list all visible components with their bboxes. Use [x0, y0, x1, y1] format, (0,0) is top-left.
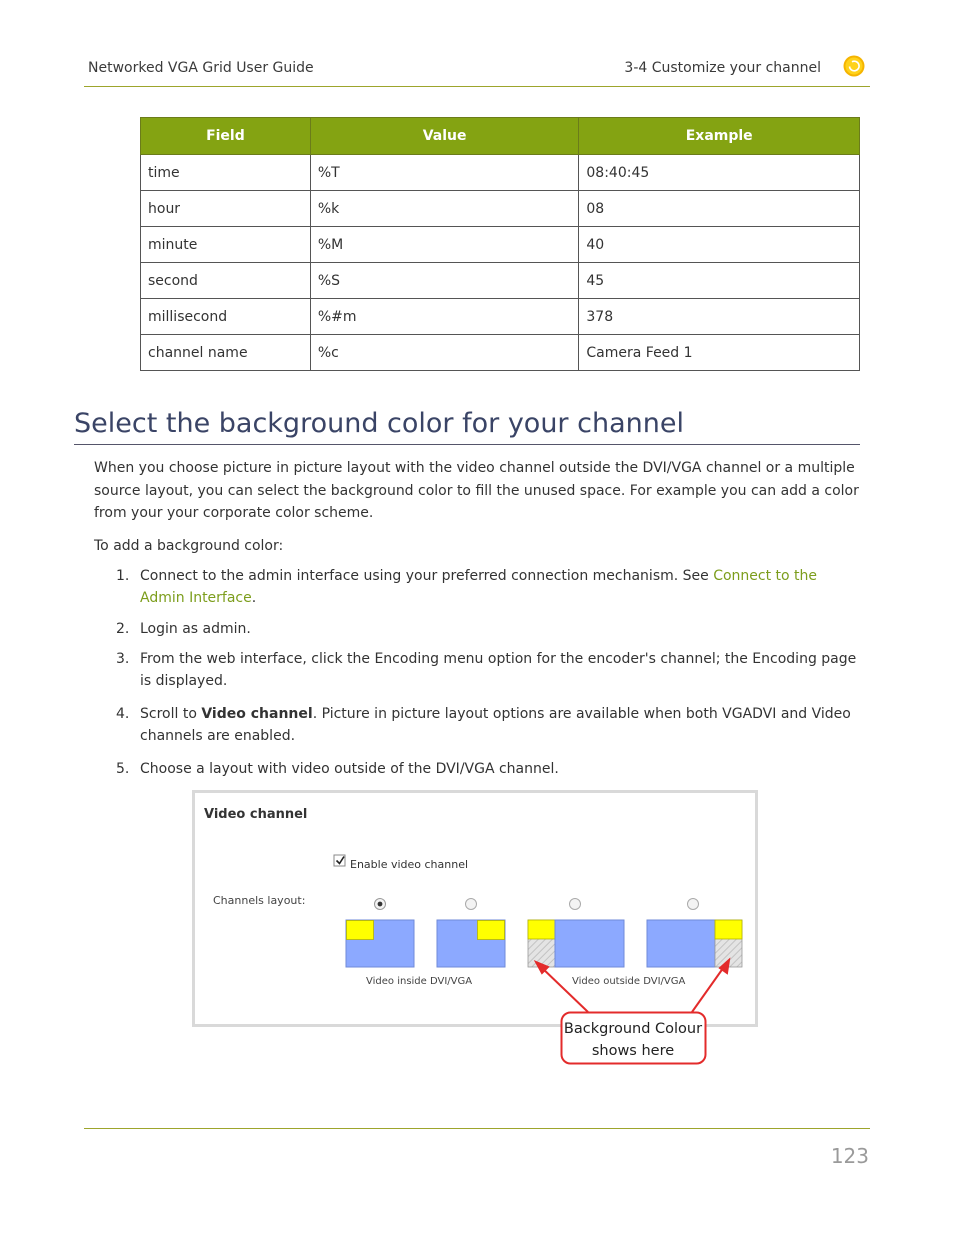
footer-rule — [84, 1128, 870, 1129]
group-label-inside: Video inside DVI/VGA — [366, 976, 473, 987]
table-cell: %M — [310, 227, 579, 263]
enable-video-label: Enable video channel — [350, 858, 469, 871]
step-number: 2. — [116, 621, 130, 637]
step-text: . — [251, 590, 257, 606]
table-cell: 45 — [579, 263, 860, 299]
background-colour-callout — [562, 1013, 706, 1064]
table-cell: second — [141, 263, 311, 299]
table-cell: %#m — [310, 299, 579, 335]
column-header-value: Value — [310, 118, 579, 155]
step-text: Choose a layout with video outside of the DVI/VGA channel. — [140, 761, 559, 777]
video-channel-emphasis: Video channel — [201, 706, 313, 722]
table-cell: %c — [310, 335, 579, 371]
step-number: 4. — [116, 706, 130, 722]
step-4 — [116, 703, 866, 747]
step-5 — [116, 758, 866, 780]
field-table — [140, 117, 860, 371]
header-rule — [84, 86, 870, 87]
step-text: From the web interface, click the Encoding menu option for the encoder's channel; the Encoding page is displayed. — [140, 651, 857, 689]
connect-admin-link[interactable]: Connect to the Admin Interface — [140, 568, 818, 606]
table-row — [141, 299, 860, 335]
enable-video-checkbox[interactable] — [334, 855, 345, 866]
table-row — [141, 263, 860, 299]
layout-thumbnail-1[interactable] — [346, 920, 414, 967]
panel-title: Video channel — [204, 807, 308, 822]
table-cell: time — [141, 155, 311, 191]
step-2 — [116, 618, 866, 640]
step-3 — [116, 648, 866, 692]
step-text: . Picture in picture layout options are available when both VGADVI and Video channels are enabled. — [140, 706, 851, 744]
section-heading: Select the background color for your channel — [74, 408, 684, 439]
table-cell: minute — [141, 227, 311, 263]
table-cell: %k — [310, 191, 579, 227]
table-cell: 08 — [579, 191, 860, 227]
step-number: 1. — [116, 568, 130, 584]
table-row — [141, 227, 860, 263]
table-cell: %S — [310, 263, 579, 299]
chapter-title: 3-4 Customize your channel — [624, 60, 821, 76]
layout-radio-2[interactable] — [466, 899, 477, 910]
table-row — [141, 335, 860, 371]
intro-paragraph: When you choose picture in picture layout with the video channel outside the DVI/VGA channel or a multiple source layout, you can select the background color to fill the unused space. For example you can add a color from your your corporate color scheme. — [94, 460, 859, 521]
table-header-row — [141, 118, 860, 155]
step-number: 5. — [116, 761, 130, 777]
table-cell: Camera Feed 1 — [579, 335, 860, 371]
table-cell: millisecond — [141, 299, 311, 335]
steps-lead: To add a background color: — [94, 538, 284, 554]
layout-radio-3[interactable] — [570, 899, 581, 910]
column-header-example: Example — [579, 118, 860, 155]
step-text: Login as admin. — [140, 621, 251, 637]
callout-line-2: shows here — [591, 1043, 675, 1059]
table-cell: %T — [310, 155, 579, 191]
document-title: Networked VGA Grid User Guide — [88, 60, 314, 76]
layout-thumbnail-2[interactable] — [437, 920, 505, 967]
table-cell: channel name — [141, 335, 311, 371]
panel-frame — [194, 792, 757, 1026]
group-label-outside: Video outside DVI/VGA — [572, 976, 686, 987]
callout-line-1: Background Colour — [563, 1021, 703, 1037]
layout-radio-4[interactable] — [688, 899, 699, 910]
step-1 — [116, 565, 866, 609]
table-cell: hour — [141, 191, 311, 227]
step-number: 3. — [116, 651, 130, 667]
channels-layout-label: Channels layout: — [213, 894, 306, 907]
table-cell: 378 — [579, 299, 860, 335]
section-rule — [74, 444, 860, 445]
table-row — [141, 191, 860, 227]
step-text: Scroll to — [140, 706, 202, 722]
table-row — [141, 155, 860, 191]
orange-circle-icon — [843, 55, 865, 77]
step-text: Connect to the admin interface using your preferred connection mechanism. See — [140, 568, 714, 584]
page-number: 123 — [830, 1144, 869, 1168]
table-cell: 40 — [579, 227, 860, 263]
column-header-field: Field — [141, 118, 311, 155]
layout-thumbnail-3[interactable] — [528, 920, 624, 967]
layout-radio-1[interactable] — [375, 899, 386, 910]
video-channel-screenshot — [192, 790, 758, 1070]
table-cell: 08:40:45 — [579, 155, 860, 191]
